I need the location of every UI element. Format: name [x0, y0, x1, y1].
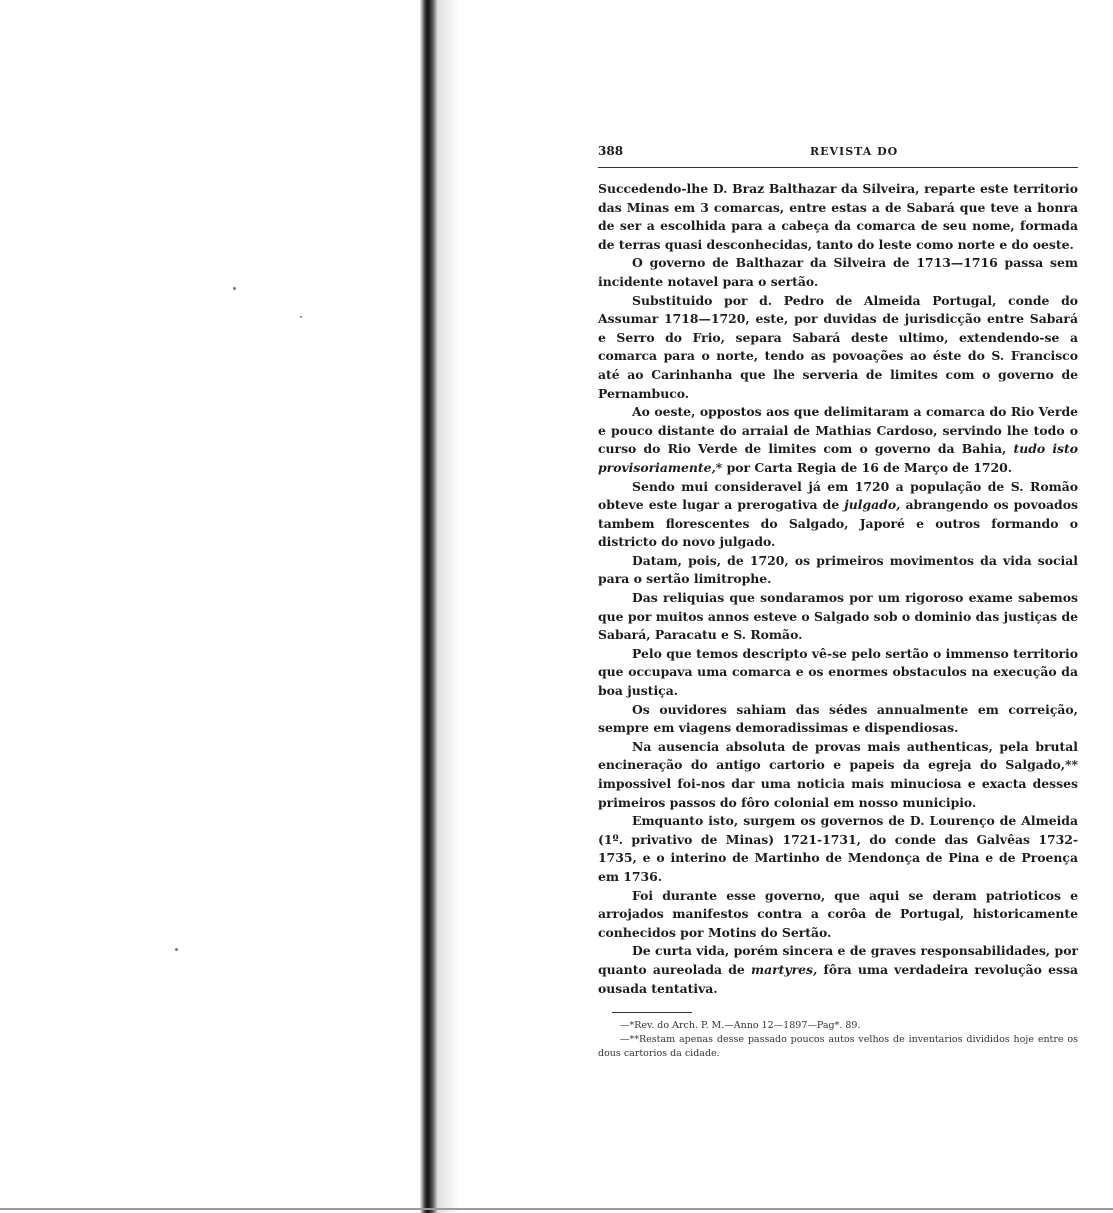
- running-title: REVISTA DO: [810, 145, 899, 158]
- paragraph-text: De curta vida, porém sincera e de graves responsabilidades, por quanto aureolada de: [598, 943, 1078, 977]
- paragraph: Substituido por d. Pedro de Almeida Portugal, conde do Assumar 1718—1720, este, por duvidas de jurisdicção entre Sabará e Serro do Frio, separa Sabará deste ultimo, extendendo-se a comarca para o norte, tendo as povoações ao éste do S. Francisco até ao Carinhanha que lhe serveria de limites com o governo de Pernambuco.: [598, 292, 1078, 401]
- paragraph: [598, 403, 1078, 477]
- italic-phrase: julgado,: [844, 497, 901, 513]
- paragraph: Emquanto isto, surgem os governos de D. Lourenço de Almeida (1º. privativo de Minas) 1721-1731, do conde das Galvêas 1732-1735, e o interino de Martinho de Mendonça de Pina e de Proença em 1736.: [598, 813, 1078, 884]
- page-speck: [233, 287, 236, 290]
- paragraph: Datam, pois, de 1720, os primeiros movimentos da vida social para o sertão limitrophe.: [598, 552, 1078, 587]
- paragraph-text: * por Carta Regia de 16 de Março de 1720.: [715, 459, 1013, 475]
- paragraph-text: Ao oeste, oppostos aos que delimitaram a comarca do Rio Verde e pouco distante do arraial de Mathias Cardoso, servindo lhe todo o curso do Rio Verde de limites com o governo da Bahia,: [598, 404, 1078, 457]
- footnote-rule: [612, 1012, 692, 1013]
- page-speck: [300, 316, 302, 318]
- paragraph: Os ouvidores sahiam das sédes annualmente em correição, sempre em viagens demoradissimas e dispendiosas.: [598, 701, 1078, 736]
- paragraph: Na ausencia absoluta de provas mais authenticas, pela brutal encineração do antigo cartorio e papeis da egreja do Salgado,** impossivel foi-nos dar uma noticia mais minuciosa e exacta desses primeiros passos do fôro colonial em nosso municipio.: [598, 738, 1078, 810]
- paragraph: Succedendo-lhe D. Braz Balthazar da Silveira, reparte este territorio das Minas em 3 comarcas, entre estas a de Sabará que teve a honra de ser a escolhida para a cabeça da comarca de seu nome, formada de terras quasi desconhecidas, tanto do leste como norte e do oeste.: [598, 181, 1078, 252]
- body-text: [598, 180, 1078, 998]
- footnote: —**Restam apenas desse passado poucos autos velhos de inventarios divididos hoje entre os dous cartorios da cidade.: [598, 1034, 1078, 1060]
- page-speck: [175, 948, 178, 951]
- header-rule: [598, 167, 1078, 168]
- right-page: [598, 144, 1078, 1061]
- paragraph: [598, 942, 1078, 998]
- paragraph: Pelo que temos descripto vê-se pelo sertão o immenso territorio que occupava uma comarca e os enormes obstaculos na execução da boa justiça.: [598, 645, 1078, 699]
- italic-phrase: martyres,: [750, 961, 818, 977]
- footnote: —*Rev. do Arch. P. M.—Anno 12—1897—Pag*. 89.: [620, 1020, 861, 1032]
- paragraph: Foi durante esse governo, que aqui se deram patrioticos e arrojados manifestos contra a corôa de Portugal, historicamente conhecidos por Motins do Sertão.: [598, 887, 1078, 940]
- page-header: [598, 144, 1078, 162]
- paragraph: O governo de Balthazar da Silveira de 1713—1716 passa sem incidente notavel para o sertão.: [598, 255, 1078, 289]
- book-spine: [420, 0, 438, 1213]
- paragraph-text: Sendo mui consideravel já em 1720 a população de S. Romão obteve este lugar a prerogativa de: [598, 478, 1078, 513]
- paragraph: [598, 478, 1078, 552]
- spine-shadow: [438, 0, 460, 1213]
- paragraph-text: fôra uma verdadeira revolução essa ousada tentativa.: [598, 961, 1078, 996]
- paragraph-text: abrangendo os povoados tambem florescentes do Salgado, Japoré e outros formando o districto do novo julgado.: [598, 497, 1078, 550]
- left-blank-page: [0, 0, 420, 1213]
- footnotes: [598, 1019, 1078, 1061]
- page-bottom-edge: [0, 1208, 1113, 1210]
- italic-phrase: tudo isto provisoriamente,: [598, 441, 1078, 475]
- paragraph: Das reliquias que sondaramos por um rigoroso exame sabemos que por muitos annos esteve o Salgado sob o dominio das justiças de Sabará, Paracatu e S. Romão.: [598, 590, 1078, 643]
- page-number: 388: [598, 144, 624, 158]
